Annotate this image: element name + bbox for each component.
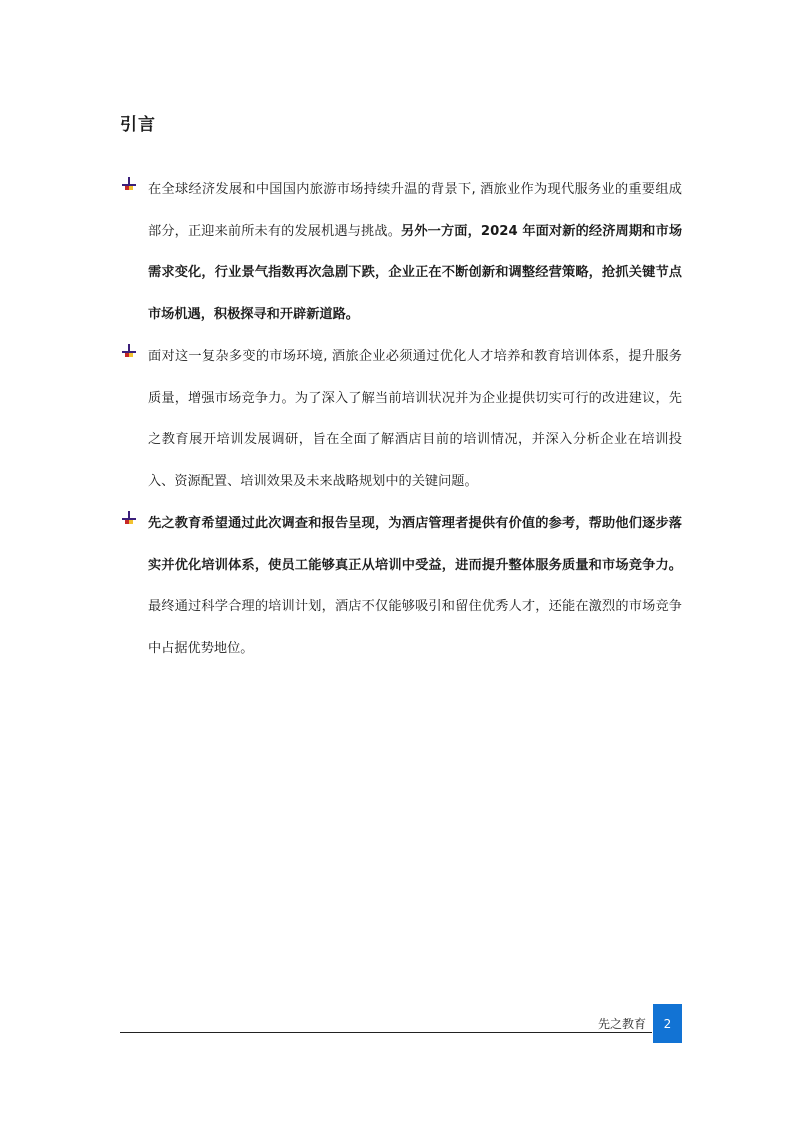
footer-brand: 先之教育 [597, 1017, 646, 1031]
paragraph-2-text: 面对这一复杂多变的市场环境, 酒旅企业必须通过优化人才培养和教育培训体系，提升服务质量，增强市场竞争力。为了深入了解当前培训状况并为企业提供切实可行的改进建议，先之教育展开培训发展调研，旨在全面了解酒店目前的培训情况，并深入分析企业在培训投入、资源配置、培训效果及未来战略规划中的关键问题。 [148, 349, 682, 489]
page-number: 2 [663, 1016, 672, 1031]
bullet-paragraph-1 [122, 177, 682, 349]
bullet-paragraph-2 [122, 344, 682, 516]
paragraph-2 [148, 336, 682, 502]
bullet-paragraph-3 [122, 511, 682, 683]
paragraph-1 [148, 169, 682, 335]
paragraph-3 [148, 503, 682, 669]
bullet-arrow-icon [122, 511, 136, 525]
page-number-badge [653, 1004, 682, 1043]
paragraph-1-text: 在全球经济发展和中国国内旅游市场持续升温的背景下, 酒旅业作为现代服务业的重要组成部分，正迎来前所未有的发展机遇与挑战。 [148, 182, 682, 239]
bullet-arrow-icon [122, 344, 136, 358]
section-title: 引言 [120, 115, 156, 135]
paragraph-3-bold-text: 先之教育希望通过此次调查和报告呈现，为酒店管理者提供有价值的参考，帮助他们逐步落实并优化培训体系，使员工能够真正从培训中受益，进而提升整体服务质量和市场竞争力。 [148, 516, 682, 573]
bullet-arrow-icon [122, 177, 136, 191]
footer-divider [120, 1032, 652, 1033]
paragraph-3-text: 最终通过科学合理的培训计划，酒店不仅能够吸引和留住优秀人才，还能在激烈的市场竞争中占据优势地位。 [148, 599, 682, 656]
paragraph-1-bold-text: 另外一方面，2024 年面对新的经济周期和市场需求变化，行业景气指数再次急剧下跌，企业正在不断创新和调整经营策略，抢抓关键节点市场机遇，积极探寻和开辟新道路。 [148, 223, 683, 322]
